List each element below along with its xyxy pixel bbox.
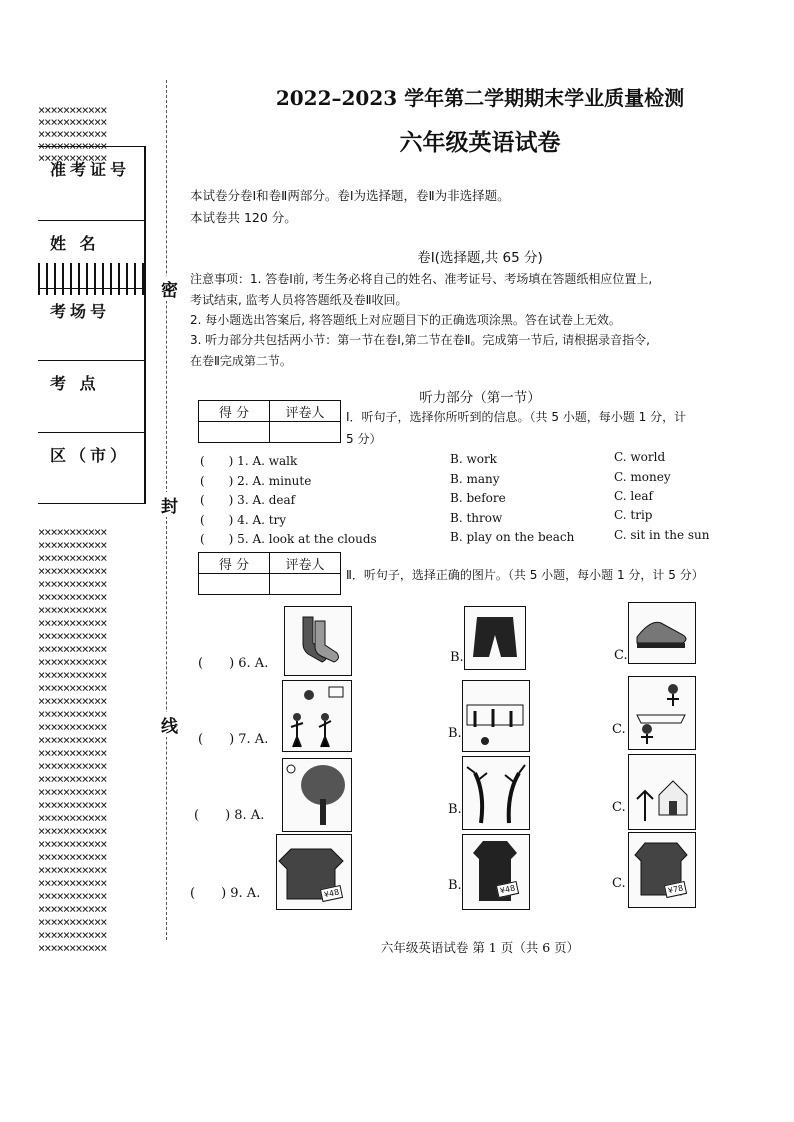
q4-option-a: ( ) 4. A. try	[200, 513, 287, 527]
intro-line-2: 本试卷共 120 分。	[190, 210, 297, 225]
note-line-1: 注意事项：1. 答卷Ⅰ前, 考生务必将自己的姓名、准考证号、考场填在答题纸相应位置上,	[190, 272, 653, 286]
q4-option-c: C. trip	[614, 508, 653, 522]
grader-cell[interactable]	[270, 422, 341, 443]
q9-price-b: ¥48	[496, 881, 520, 898]
field-district: 区（市）	[38, 432, 146, 504]
q9-picture-b[interactable]	[462, 834, 530, 910]
q1-option-b: B. work	[450, 452, 497, 466]
note-line-4: 3. 听力部分共包括两小节：第一节在卷Ⅰ,第二节在卷Ⅱ。完成第一节后, 请根据录音指令,	[190, 333, 650, 347]
seal-char-mi: 密	[161, 276, 178, 301]
windy-trees-icon	[463, 757, 528, 828]
ping-pong-icon	[629, 677, 694, 748]
q4-option-b: B. throw	[450, 511, 503, 525]
note-line-3: 2. 每小题选出答案后, 将答题纸上对应题目下的正确选项涂黑。答在试卷上无效。	[190, 313, 621, 327]
q6-number: ( ) 6. A.	[198, 656, 269, 671]
q8-picture-c[interactable]	[628, 754, 696, 830]
field-room: 考场号	[38, 288, 146, 360]
q5-option-b: B. play on the beach	[450, 530, 575, 544]
q8-number: ( ) 8. A.	[194, 808, 265, 823]
grader-label: 评卷人	[270, 401, 341, 422]
binding-strip	[38, 80, 146, 955]
note-line-5: 在卷Ⅱ完成第二节。	[190, 354, 292, 368]
score-box-2	[198, 552, 341, 595]
field-site: 考 点	[38, 360, 146, 432]
q2-option-a: ( ) 2. A. minute	[200, 474, 312, 488]
shorts-icon	[465, 607, 524, 668]
sneaker-icon	[629, 603, 694, 662]
sec1-instruction-cont: 5 分）	[346, 432, 382, 446]
q7-picture-b[interactable]	[462, 680, 530, 752]
exam-subtitle: 六年级英语试卷	[399, 129, 561, 156]
cross-pattern-bottom: ××××××××××× ××××××××××× ××××××××××× ××××××××××× ××××××××××× ××××××××××× ××××××××××× ××××××××××× ××××××××××× ××××××××××× ××××××××××× ××××××××××× ××××××××××× ××××××××××× ××××××××××× ××××××××××× ××××××××××× ××××××××××× ××××××××××× ××××××××××× ××××××××××× ××××××××××× ××××××××××× ××××××××××× ××××××××××× ××××××××××× ××××××××××× ××××××××××× ××××××××××× ××××××××××× ××××××××××× ××××××××××× ×××××××××××	[38, 525, 107, 955]
q9-picture-c[interactable]	[628, 832, 696, 908]
q6-picture-b[interactable]	[464, 606, 526, 670]
q9-price-c: ¥78	[664, 881, 688, 898]
q9-option-c: C.	[612, 876, 626, 891]
q6-picture-c[interactable]	[628, 602, 696, 664]
score-box-1	[198, 400, 341, 443]
q6-option-c: C.	[614, 648, 628, 663]
cross-pattern-top: ××××××××××× ××××××××××× ××××××××××× ××××××××××× ×××××××××××	[38, 103, 107, 165]
soccer-icon	[463, 681, 528, 750]
q1-option-c: C. world	[614, 450, 666, 464]
sec1-instruction: Ⅰ．听句子，选择你所听到的信息。（共 5 小题，每小题 1 分，计	[346, 410, 687, 424]
intro-line-1: 本试卷分卷Ⅰ和卷Ⅱ两部分。卷Ⅰ为选择题，卷Ⅱ为非选择题。	[190, 188, 510, 203]
jumper-icon	[629, 833, 694, 906]
q7-picture-c[interactable]	[628, 676, 696, 750]
field-exam-id: 准考证号	[38, 146, 146, 262]
score-cell[interactable]	[199, 422, 270, 443]
score-label: 得 分	[199, 401, 270, 422]
grader-cell[interactable]	[270, 574, 341, 595]
q9-price-a: ¥48	[320, 885, 344, 902]
q3-option-a: ( ) 3. A. deaf	[200, 493, 296, 507]
field-name: 姓 名	[38, 220, 146, 294]
q3-option-b: B. before	[450, 491, 506, 505]
q3-option-c: C. leaf	[614, 489, 653, 503]
socks-icon	[285, 607, 350, 674]
score-label: 得 分	[199, 553, 270, 574]
page-footer: 六年级英语试卷 第 1 页（共 6 页）	[380, 940, 580, 955]
coat-icon	[463, 835, 528, 908]
sec2-instruction: Ⅱ．听句子，选择正确的图片。（共 5 小题，每小题 1 分，计 5 分）	[346, 568, 704, 582]
sunny-tree-icon	[283, 759, 350, 830]
exam-title: 2022–2023 学年第二学期期末学业质量检测	[275, 86, 685, 110]
listening-heading: 听力部分（第一节）	[419, 390, 541, 406]
q9-option-b: B.	[448, 878, 462, 893]
q6-option-b: B.	[450, 650, 464, 665]
q5-option-a: ( ) 5. A. look at the clouds	[200, 532, 377, 546]
q9-number: ( ) 9. A.	[190, 886, 261, 901]
seal-char-xian: 线	[161, 712, 178, 737]
q7-number: ( ) 7. A.	[198, 732, 269, 747]
snowy-house-icon	[629, 755, 694, 828]
q8-option-c: C.	[612, 800, 626, 815]
q7-picture-a[interactable]	[282, 680, 352, 752]
q7-option-c: C.	[612, 722, 626, 737]
q8-picture-b[interactable]	[462, 756, 530, 830]
q8-option-b: B.	[448, 802, 462, 817]
basketball-icon	[283, 681, 350, 750]
q7-option-b: B.	[448, 726, 462, 741]
q5-option-c: C. sit in the sun	[614, 528, 710, 542]
note-line-2: 考试结束, 监考人员将答题纸及卷Ⅱ收回。	[190, 293, 408, 307]
q1-option-a: ( ) 1. A. walk	[200, 454, 298, 468]
q2-option-c: C. money	[614, 470, 671, 484]
q9-picture-a[interactable]	[276, 834, 352, 910]
q6-picture-a[interactable]	[284, 606, 352, 676]
q2-option-b: B. many	[450, 472, 500, 486]
part1-heading: 卷Ⅰ(选择题,共 65 分)	[417, 250, 543, 266]
grader-label: 评卷人	[270, 553, 341, 574]
seal-char-feng: 封	[161, 492, 178, 517]
q8-picture-a[interactable]	[282, 758, 352, 832]
score-cell[interactable]	[199, 574, 270, 595]
